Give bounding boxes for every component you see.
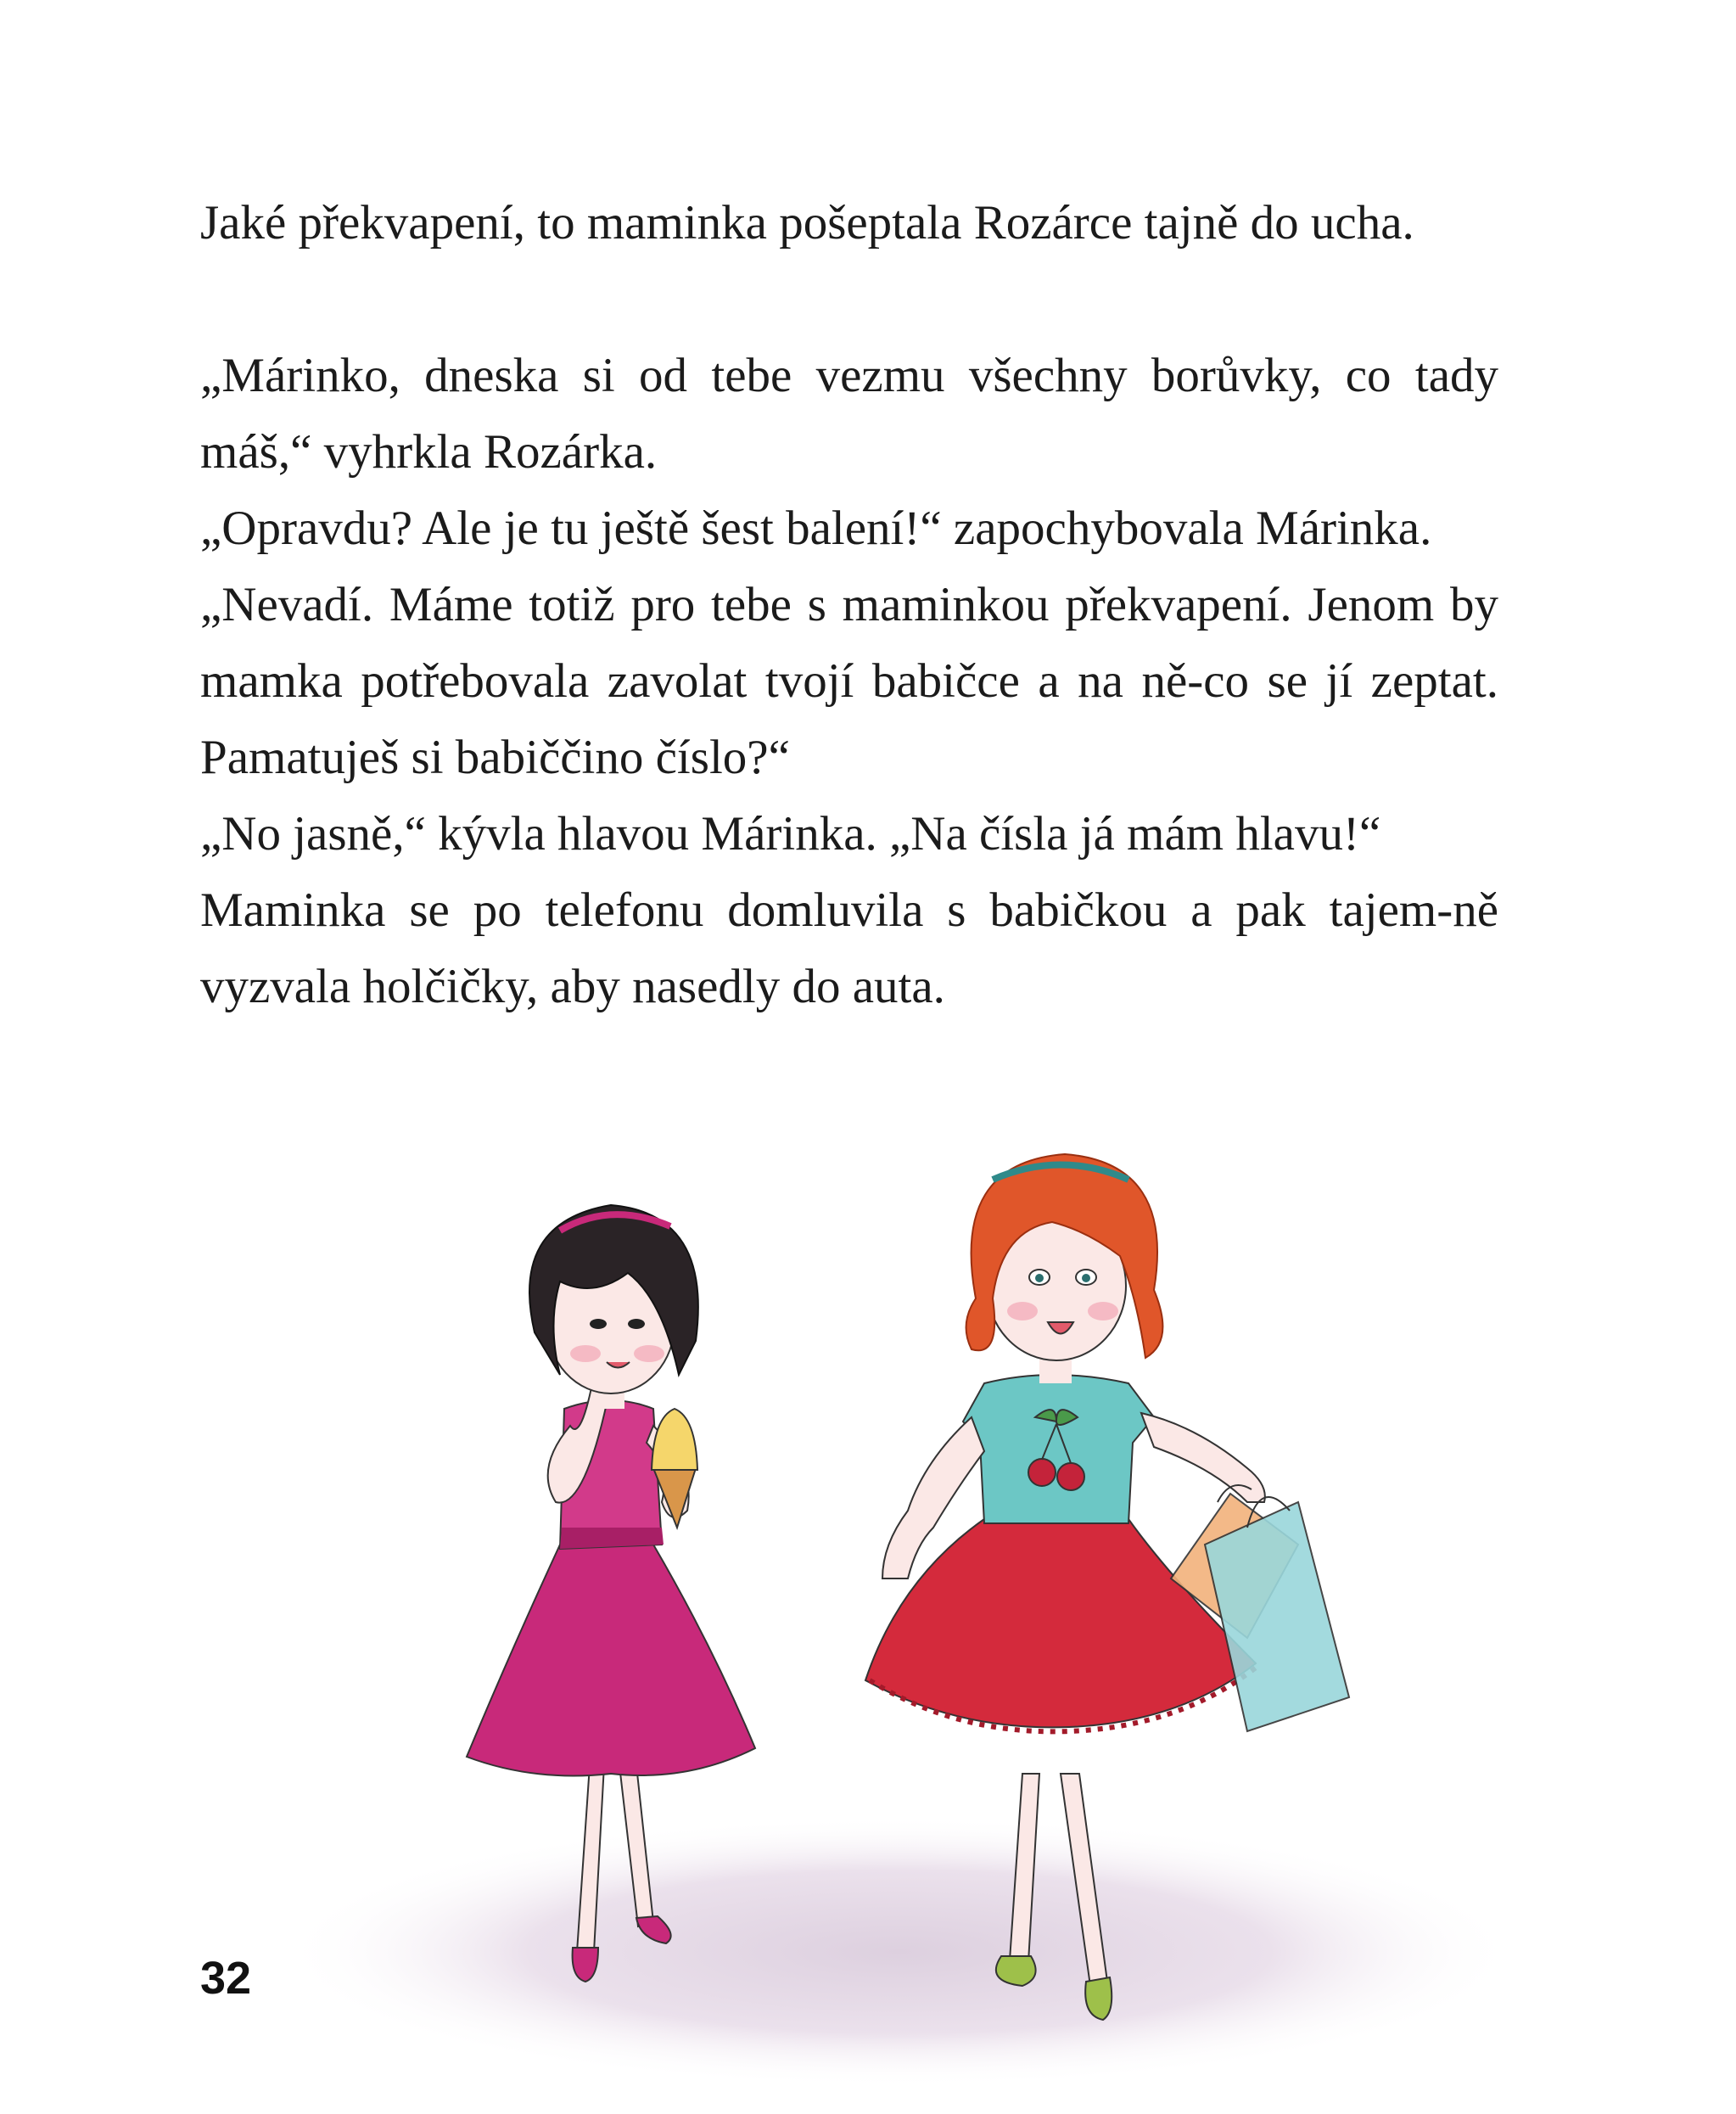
- paragraph-5: „No jasně,“ kývla hlavou Márinka. „Na čísla já mám hlavu!“: [200, 807, 1381, 861]
- page-number: 32: [200, 1953, 252, 2004]
- paragraph-4: „Nevadí. Máme totiž pro tebe s maminkou překvapení. Jenom by mamka potřebovala zavolat tvojí babičce a na ně-co se jí zeptat. Pamatuješ si babiččino číslo?“: [200, 578, 1498, 784]
- paragraph-6: Maminka se po telefonu domluvila s babičkou a pak tajem-ně vyzvala holčičky, aby nasedly do auta.: [200, 883, 1498, 1013]
- paragraph-gap: [200, 261, 1498, 338]
- ground-shadow: [280, 1816, 1519, 2088]
- paragraph-1: Jaké překvapení, to maminka pošeptala Rozárce tajně do ucha.: [200, 196, 1414, 250]
- paragraph-2: „Márinko, dneska si od tebe vezmu všechny borůvky, co tady máš,“ vyhrkla Rozárka.: [200, 349, 1498, 479]
- illustration-two-girls: [255, 1103, 1544, 2088]
- story-text: [200, 185, 1498, 1025]
- paragraph-3: „Opravdu? Ale je tu ještě šest balení!“ zapochybovala Márinka.: [200, 502, 1432, 555]
